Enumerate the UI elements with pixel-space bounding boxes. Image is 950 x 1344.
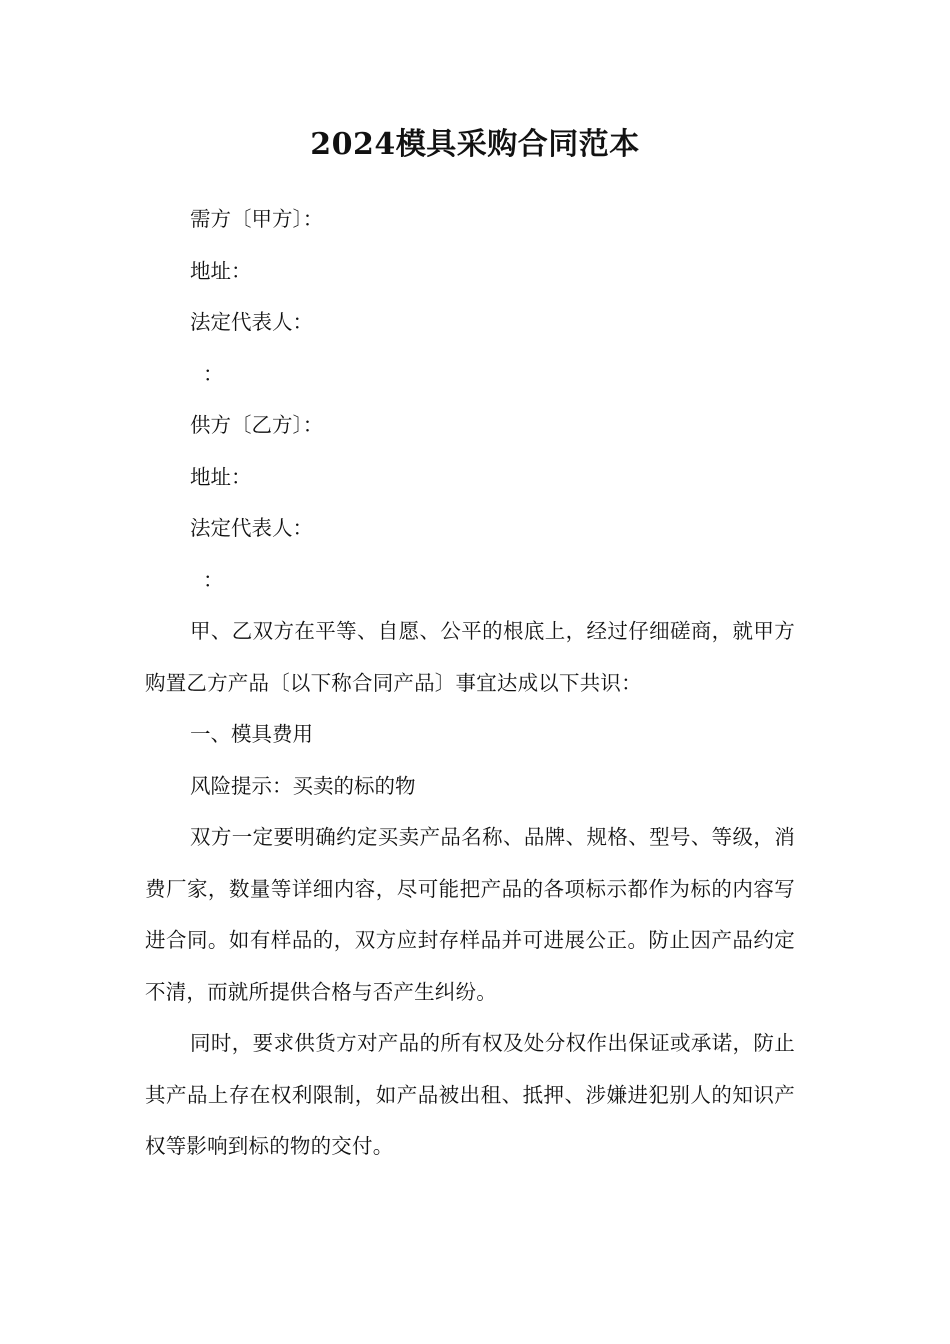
buyer-party-label: 需方〔甲方〕：: [190, 207, 324, 231]
seller-legal-rep-label: 法定代表人：: [190, 516, 313, 540]
seller-party-label: 供方〔乙方〕：: [190, 413, 324, 437]
subject-matter-paragraph: 双方一定要明确约定买卖产品名称、品牌、规格、型号、等级，消费厂家，数量等详细内容，尽可能把产品的各项标示都作为标的内容写进合同。如有样品的，双方应封存样品并可进展公正。防止因产品约定不清，而就所提供合格与否产生纠纷。: [145, 825, 795, 1004]
preamble-paragraph: 甲、乙双方在平等、自愿、公平的根底上，经过仔细磋商，就甲方购置乙方产品〔以下称合同产品〕事宜达成以下共识：: [145, 619, 795, 695]
buyer-blank-field: ：: [203, 361, 224, 386]
seller-address-label: 地址：: [190, 464, 252, 489]
contract-body: [145, 194, 795, 1173]
buyer-address-label: 地址：: [190, 258, 252, 283]
document-title: 2024模具采购合同范本: [310, 127, 640, 162]
seller-blank-field: ：: [203, 567, 224, 592]
section-heading: 一、模具费用: [190, 722, 313, 746]
risk-tip: 风险提示：买卖的标的物: [190, 773, 416, 798]
buyer-legal-rep-label: 法定代表人：: [190, 310, 313, 334]
ownership-paragraph: 同时，要求供货方对产品的所有权及处分权作出保证或承诺，防止其产品上存在权利限制，如产品被出租、抵押、涉嫌进犯别人的知识产权等影响到标的物的交付。: [145, 1031, 795, 1158]
